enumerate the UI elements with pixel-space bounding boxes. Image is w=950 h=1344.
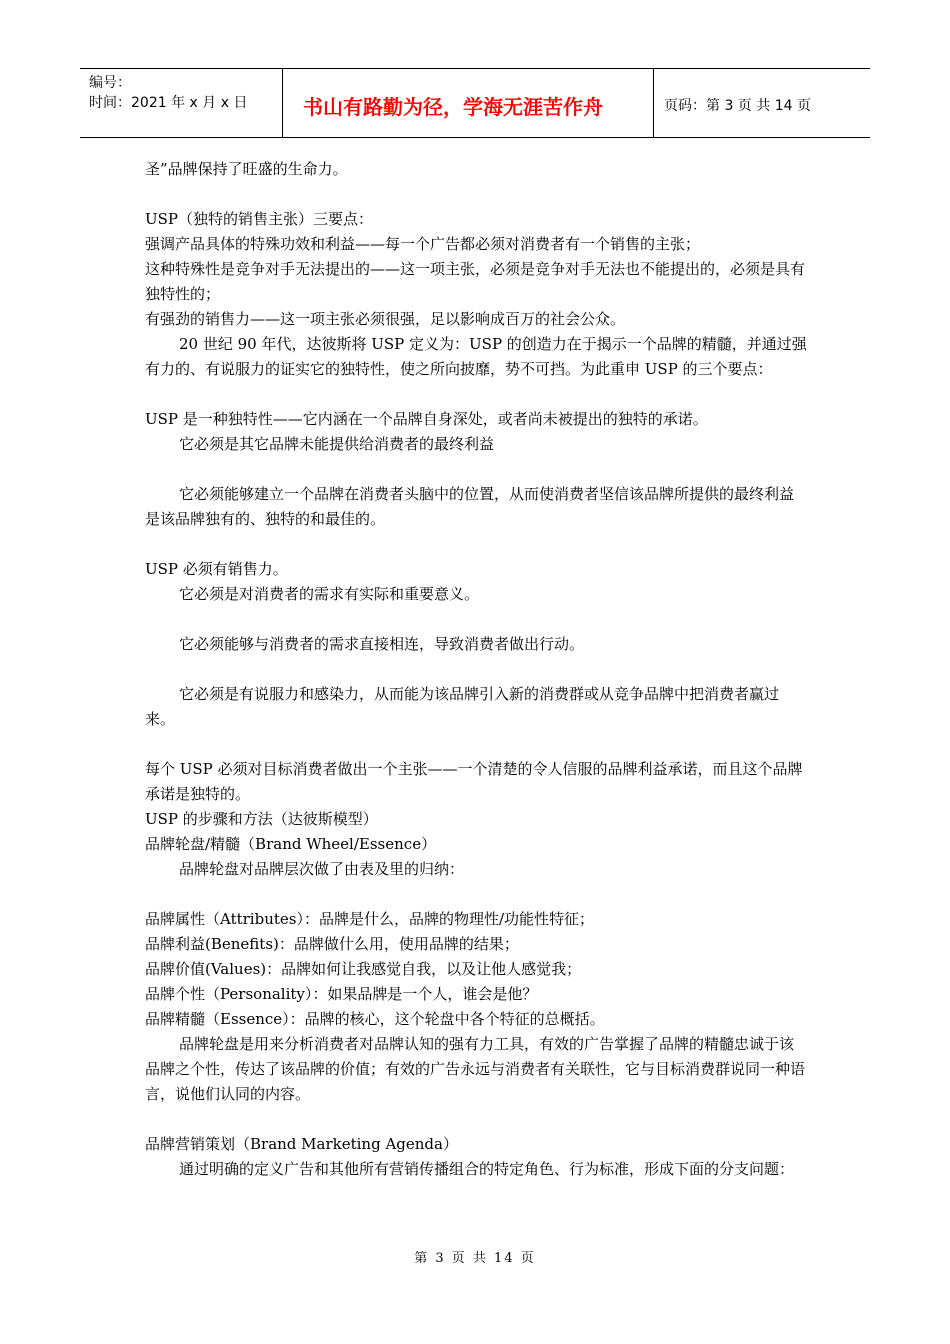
paragraph: 它必须能够建立一个品牌在消费者头脑中的位置，从而使消费者坚信该品牌所提供的最终利益是该品牌独有的、独特的和最佳的。 — [145, 485, 795, 528]
paragraph: 每个 USP 必须对目标消费者做出一个主张——一个清楚的令人信服的品牌利益承诺，而且这个品牌承诺是独特的。 — [145, 760, 803, 803]
list-item: 品牌属性（Attributes）：品牌是什么，品牌的物理性/功能性特征； — [145, 910, 595, 928]
paragraph: 品牌轮盘是用来分析消费者对品牌认知的强有力工具，有效的广告掌握了品牌的精髓忠诚于该品牌之个性，传达了该品牌的价值；有效的广告永远与消费者有关联性，它与目标消费群说同一种语言，说他们认同的内容。 — [145, 1035, 806, 1103]
list-item: 品牌价值(Values)：品牌如何让我感觉自我，以及让他人感觉我； — [145, 960, 582, 978]
document-time-label: 时间：2021 年 x 月 x 日 — [89, 95, 248, 111]
paragraph: 品牌轮盘对品牌层次做了由表及里的归纳： — [179, 860, 465, 878]
section-heading: 品牌轮盘/精髓（Brand Wheel/Essence） — [145, 835, 437, 853]
paragraph: 圣”品牌保持了旺盛的生命力。 — [145, 160, 348, 178]
paragraph: 它必须是其它品牌未能提供给消费者的最终利益 — [179, 435, 495, 453]
paragraph: 它必须是有说服力和感染力，从而能为该品牌引入新的消费群或从竞争品牌中把消费者赢过来。 — [145, 685, 780, 728]
header-page-number: 页码：第 3 页 共 14 页 — [664, 98, 811, 114]
paragraph: 通过明确的定义广告和其他所有营销传播组合的特定角色、行为标准，形成下面的分支问题： — [179, 1160, 795, 1178]
header-motto-cell — [283, 69, 654, 137]
document-number-label: 编号： — [89, 75, 131, 91]
section-heading: USP 的步骤和方法（达彼斯模型） — [145, 810, 378, 828]
page-header — [80, 68, 870, 138]
document-body — [145, 157, 808, 1182]
section-heading: USP（独特的销售主张）三要点： — [145, 210, 374, 228]
page-footer: 第 3 页 共 14 页 — [414, 1251, 536, 1266]
paragraph: USP 必须有销售力。 — [145, 560, 288, 578]
paragraph: 20 世纪 90 年代，达彼斯将 USP 定义为：USP 的创造力在于揭示一个品牌的精髓，并通过强有力的、有说服力的证实它的独特性，使之所向披靡，势不可挡。为此重申 USP 的三个要点： — [145, 335, 807, 378]
list-item: 品牌利益(Benefits)：品牌做什么用，使用品牌的结果； — [145, 935, 519, 953]
paragraph: 强调产品具体的特殊功效和利益——每一个广告都必须对消费者有一个销售的主张； — [145, 235, 701, 253]
list-item: 品牌精髓（Essence）：品牌的核心，这个轮盘中各个特征的总概括。 — [145, 1010, 605, 1028]
paragraph: 它必须能够与消费者的需求直接相连，导致消费者做出行动。 — [179, 635, 585, 653]
paragraph: 有强劲的销售力——这一项主张必须很强，足以影响成百万的社会公众。 — [145, 310, 626, 328]
section-heading: 品牌营销策划（Brand Marketing Agenda） — [145, 1135, 458, 1153]
paragraph: 它必须是对消费者的需求有实际和重要意义。 — [179, 585, 480, 603]
paragraph: 这种特殊性是竞争对手无法提出的——这一项主张，必须是竞争对手无法也不能提出的，必须是具有独特性的； — [145, 260, 806, 303]
list-item: 品牌个性（Personality）：如果品牌是一个人，谁会是他？ — [145, 985, 538, 1003]
paragraph: USP 是一种独特性——它内涵在一个品牌自身深处，或者尚未被提出的独特的承诺。 — [145, 410, 708, 428]
header-motto: 书山有路勤为径，学海无涯苦作舟 — [303, 95, 603, 119]
header-info-cell — [80, 69, 283, 137]
